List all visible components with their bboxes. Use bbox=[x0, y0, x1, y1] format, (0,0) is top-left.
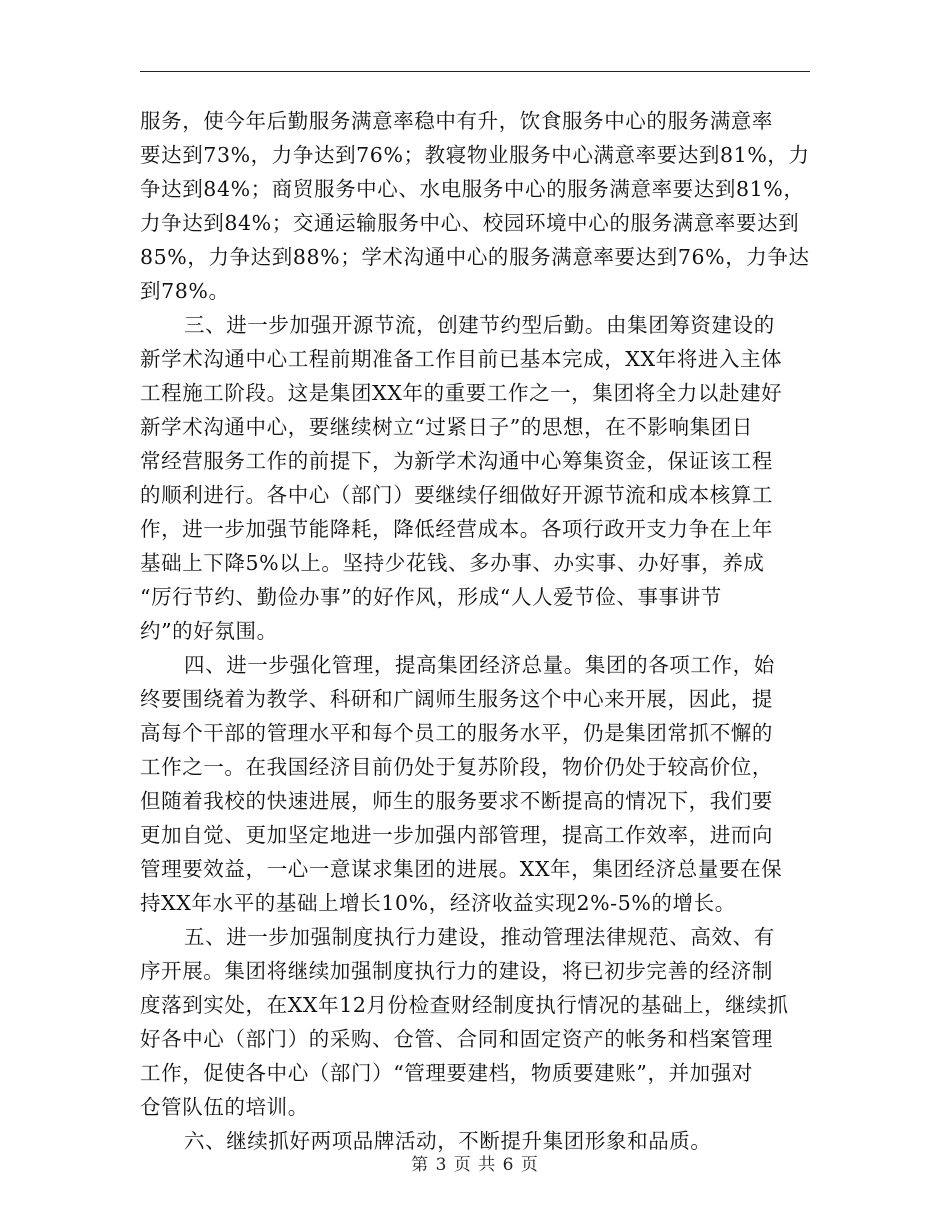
paragraph-3 bbox=[140, 648, 810, 920]
text-line: 作，进一步加强节能降耗，降低经营成本。各项行政开支力争在上年 bbox=[140, 517, 773, 541]
text-line: 管理要效益，一心一意谋求集团的进展。XX年，集团经济总量要在保 bbox=[140, 857, 783, 881]
page-number-footer: 第 3 页 共 6 页 bbox=[411, 1155, 539, 1175]
text-line: 但随着我校的快速进展，师生的服务要求不断提高的情况下，我们要 bbox=[140, 789, 773, 813]
paragraph-1 bbox=[140, 104, 810, 308]
text-line: 服务，使今年后勤服务满意率稳中有升，饮食服务中心的服务满意率 bbox=[140, 109, 773, 133]
text-line: 工作之一。在我国经济目前仍处于复苏阶段，物价仍处于较高价位， bbox=[140, 755, 773, 779]
text-line: 工程施工阶段。这是集团XX年的重要工作之一，集团将全力以赴建好 bbox=[140, 381, 783, 405]
text-line: 工作，促使各中心（部门）“管理要建档，物质要建账”，并加强对 bbox=[140, 1061, 753, 1085]
text-line: 常经营服务工作的前提下，为新学术沟通中心筹集资金，保证该工程 bbox=[140, 449, 773, 473]
text-line: 到78%。 bbox=[140, 279, 230, 303]
text-line: 的顺利进行。各中心（部门）要继续仔细做好开源节流和成本核算工 bbox=[140, 483, 773, 507]
text-line: 新学术沟通中心，要继续树立“过紧日子”的思想，在不影响集团日 bbox=[140, 415, 753, 439]
text-line: 更加自觉、更加坚定地进一步加强内部管理，提高工作效率，进而向 bbox=[140, 823, 773, 847]
paragraph-4 bbox=[140, 920, 810, 1124]
paragraph-2 bbox=[140, 308, 810, 648]
text-line: 六、继续抓好两项品牌活动，不断提升集团形象和品质。 bbox=[184, 1129, 712, 1153]
text-line: 三、进一步加强开源节流，创建节约型后勤。由集团筹资建设的 bbox=[184, 313, 775, 337]
text-line: 基础上下降5%以上。坚持少花钱、多办事、办实事、办好事，养成 bbox=[140, 551, 765, 575]
text-line: 约”的好氛围。 bbox=[140, 619, 278, 643]
text-line: 仓管队伍的培训。 bbox=[140, 1095, 309, 1119]
text-line: 高每个干部的管理水平和每个员工的服务水平，仍是集团常抓不懈的 bbox=[140, 721, 773, 745]
text-line: 四、进一步强化管理，提高集团经济总量。集团的各项工作，始 bbox=[184, 653, 775, 677]
text-line: 力争达到84%；交通运输服务中心、校园环境中心的服务满意率要达到 bbox=[140, 211, 800, 235]
text-line: 序开展。集团将继续加强制度执行力的建设，将已初步完善的经济制 bbox=[140, 959, 773, 983]
document-body bbox=[140, 104, 810, 1158]
text-line: 要达到73%，力争达到76%；教寝物业服务中心满意率要达到81%，力 bbox=[140, 143, 810, 167]
text-line: “厉行节约、勤俭办事”的好作风，形成“人人爱节俭、事事讲节 bbox=[140, 585, 722, 609]
text-line: 85%，力争达到88%；学术沟通中心的服务满意率要达到76%，力争达 bbox=[140, 245, 810, 269]
text-line: 新学术沟通中心工程前期准备工作目前已基本完成，XX年将进入主体 bbox=[140, 347, 783, 371]
text-line: 好各中心（部门）的采购、仓管、合同和固定资产的帐务和档案管理 bbox=[140, 1027, 773, 1051]
text-line: 五、进一步加强制度执行力建设，推动管理法律规范、高效、有 bbox=[184, 925, 775, 949]
text-line: 持XX年水平的基础上增长10%，经济收益实现2%-5%的增长。 bbox=[140, 891, 736, 915]
text-line: 度落到实处，在XX年12月份检查财经制度执行情况的基础上，继续抓 bbox=[140, 993, 789, 1017]
text-line: 终要围绕着为教学、科研和广阔师生服务这个中心来开展，因此，提 bbox=[140, 687, 773, 711]
text-line: 争达到84%；商贸服务中心、水电服务中心的服务满意率要达到81%， bbox=[140, 177, 805, 201]
header-rule bbox=[140, 71, 810, 72]
